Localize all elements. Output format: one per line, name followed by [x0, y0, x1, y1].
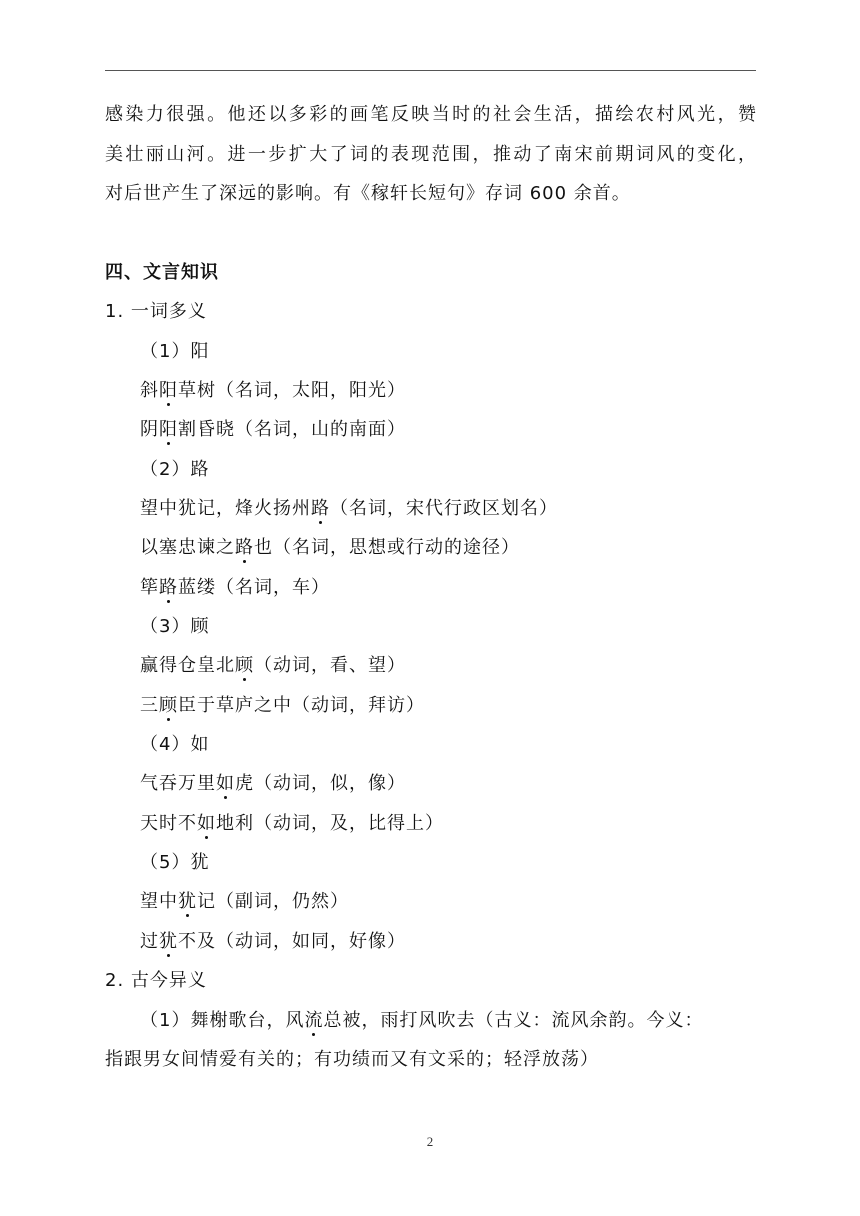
group-label: （1）阳: [140, 341, 210, 362]
example-line: [140, 772, 406, 796]
example-text-after: 不及（动词，如同，好像）: [178, 931, 406, 952]
dotted-character: 流: [304, 1010, 324, 1031]
example-text-after: 虎（动词，似，像）: [235, 773, 406, 794]
example-text-before: 阴: [140, 419, 159, 440]
example-text-before: 天时不: [140, 813, 197, 834]
dotted-character: 阳: [159, 419, 178, 440]
part1-heading: 1. 一词多义: [105, 301, 207, 322]
example-text-before: 过: [140, 931, 159, 952]
dotted-character: 路: [311, 498, 330, 519]
example-text-after: 也（名词，思想或行动的途径）: [254, 537, 520, 558]
example-text-after: 总被，雨打风吹去（古义：流风余韵。今义：: [323, 1010, 704, 1031]
example-text-before: 赢得仓皇北: [140, 655, 235, 676]
example-text-before: 三: [140, 695, 159, 716]
dotted-character: 顾: [235, 655, 254, 676]
example-text-after: 草树（名词，太阳，阳光）: [178, 380, 406, 401]
intro-line-1: 感染力很强。他还以多彩的画笔反映当时的社会生活，描绘农村风光，赞: [105, 104, 756, 125]
dotted-character: 如: [197, 813, 216, 834]
example-line: [140, 379, 406, 403]
example-line: [140, 694, 425, 718]
dotted-character: 顾: [159, 695, 178, 716]
example-line: [140, 930, 406, 954]
dotted-character: 犹: [178, 891, 197, 912]
example-text-after: （动词，看、望）: [254, 655, 406, 676]
dotted-character: 路: [159, 577, 178, 598]
example-text-before: 气吞万里: [140, 773, 216, 794]
header-rule: [105, 70, 756, 71]
example-text-before: 望中: [140, 891, 178, 912]
example-line: [140, 536, 520, 560]
example-text-after: 记（副词，仍然）: [197, 891, 349, 912]
group-label: （2）路: [140, 459, 210, 480]
example-text-after: （名词，宋代行政区划名）: [330, 498, 558, 519]
group-label: （3）顾: [140, 616, 210, 637]
example-text-after: 臣于草庐之中（动词，拜访）: [178, 695, 425, 716]
dotted-character: 阳: [159, 380, 178, 401]
intro-line-3: 对后世产生了深远的影响。有《稼轩长短句》存词 600 余首。: [105, 183, 631, 204]
example-text-before: 以塞忠谏之: [140, 537, 235, 558]
group-label: （5）犹: [140, 852, 210, 873]
page-number: 2: [426, 1134, 434, 1149]
dotted-character: 如: [216, 773, 235, 794]
dotted-character: 路: [235, 537, 254, 558]
example-line: [140, 418, 406, 442]
example-line: [140, 890, 349, 914]
example-text-after: 地利（动词，及，比得上）: [216, 813, 444, 834]
section-title: 四、文言知识: [105, 262, 219, 283]
example-text-before: 望中犹记，烽火扬州: [140, 498, 311, 519]
group-label: （4）如: [140, 734, 210, 755]
dotted-character: 犹: [159, 931, 178, 952]
intro-line-2: 美壮丽山河。进一步扩大了词的表现范围，推动了南宋前期词风的变化，: [105, 144, 756, 165]
example-line: [140, 497, 558, 521]
example-text-before: 筚: [140, 577, 159, 598]
part2-item-line-2: 指跟男女间情爱有关的；有功绩而又有文采的；轻浮放荡）: [105, 1049, 599, 1070]
part2-item-line-1: [140, 1009, 703, 1033]
example-line: [140, 576, 330, 600]
example-text-after: 蓝缕（名词，车）: [178, 577, 330, 598]
example-text-after: 割昏晓（名词，山的南面）: [178, 419, 406, 440]
part2-heading: 2. 古今异义: [105, 970, 207, 991]
example-text-before: 斜: [140, 380, 159, 401]
example-line: [140, 812, 444, 836]
example-line: [140, 654, 406, 678]
example-text-before: （1）舞榭歌台，风: [140, 1010, 305, 1031]
